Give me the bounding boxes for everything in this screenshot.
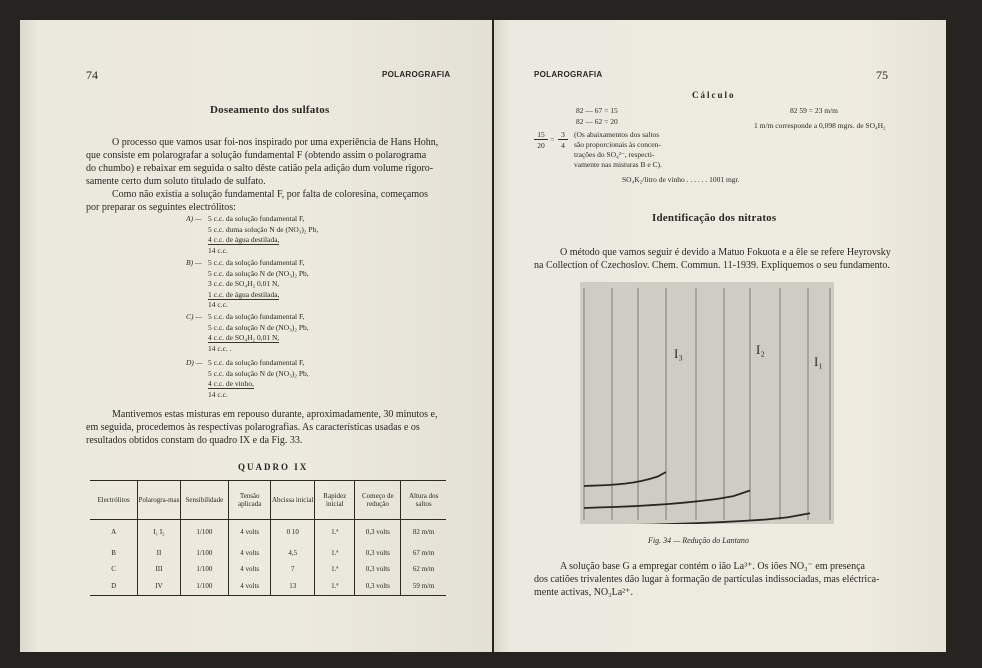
mixture-c — [186, 312, 309, 354]
table-row — [90, 561, 446, 577]
note-line: vamente nas misturas B e C). — [574, 160, 662, 169]
table-header-cell: Electrólitos — [97, 495, 130, 504]
polarogram-svg — [580, 282, 834, 524]
mixture-line: 3 c.c. de SO₄H₂ 0,01 N, — [208, 279, 280, 288]
text-line: na Collection of Czechoslov. Chem. Commun. 11-1939. Expliquemos o seu fundamento. — [534, 260, 890, 271]
result-line: SO₄K₂/litro de vinho . . . . . . 1001 mgr. — [622, 175, 740, 184]
note-line: (Os abaixamentos dos saltos — [574, 130, 660, 139]
text-line: A solução base G a empregar contém o ião La³⁺. Os iões NO₃⁻ em presença — [560, 561, 865, 572]
mixture-total: 14 c.c. — [208, 300, 228, 309]
table-cell: 4 volts — [229, 545, 271, 561]
mixture-label: A) — — [186, 214, 202, 223]
calc-note — [574, 130, 662, 170]
table-header-row — [90, 481, 446, 519]
table-row — [90, 577, 446, 595]
mixture-total: 14 c.c. . — [208, 343, 232, 353]
figure-34-polarogram — [580, 282, 834, 524]
mixture-line: 4 c.c. de vinho, — [208, 379, 254, 388]
fraction-denominator: 20 — [537, 141, 545, 150]
table-cell: 4 volts — [229, 577, 271, 595]
curve-label-i3: I₃ — [674, 346, 683, 361]
right-page — [494, 20, 946, 652]
paragraph-results — [86, 408, 446, 447]
table-cell: B — [111, 549, 116, 557]
equals-sign: = — [550, 135, 555, 144]
table-cell: A — [111, 528, 117, 537]
table-cell: C — [111, 565, 116, 573]
mixture-line: 5 c.c. da solução N de (NO₃)₂ Pb, — [208, 268, 309, 278]
figure-background — [580, 282, 834, 524]
mixture-label: C) — — [186, 312, 203, 321]
calc-line: 82 — 62 = 20 — [576, 117, 618, 126]
text-line: resultados obtidos constam do quadro IX e da Fig. 33. — [86, 435, 303, 446]
figure-caption: Fig. 34 — Redução do Lantano — [648, 536, 749, 545]
table-header-cell: Altura dos saltos — [401, 481, 446, 519]
table-cell: 13 — [271, 577, 315, 595]
table-cell: 4,5 — [271, 545, 315, 561]
mixture-line: 1 c.c. de água destilada, — [208, 289, 280, 299]
table-cell: 1/100 — [180, 519, 229, 545]
table-cell: 1.ª — [315, 519, 355, 545]
section-title-sulfatos: Doseamento dos sulfatos — [210, 104, 330, 116]
calc-title: Cálculo — [692, 90, 736, 100]
left-page — [20, 20, 492, 652]
table-cell: 4 volts — [229, 561, 271, 577]
table-cell: III — [138, 561, 180, 577]
table-header-cell: Rapidez inicial — [315, 481, 355, 519]
mixture-line: 5 c.c. da solução fundamental F, — [208, 358, 305, 367]
mixture-line: 5 c.c. da solução fundamental F, — [208, 214, 305, 223]
text-line: que consiste em polarografar a solução fundamental F (obtendo assim o polarograma — [86, 150, 427, 161]
calc-right-line: 82 59 = 23 m/m — [790, 106, 838, 115]
mixture-a — [186, 214, 318, 256]
mixture-line: 5 c.c. da solução N de (NO₃)₂ Pb, — [208, 322, 309, 332]
mixture-d — [186, 358, 309, 400]
table-cell: 0,3 volts — [355, 561, 401, 577]
text-line: O método que vamos seguir é devido a Matuo Fokuota e a êle se refere Heyrovsky — [560, 247, 891, 258]
fraction-denominator: 4 — [561, 141, 565, 150]
mixture-label: B) — — [186, 258, 202, 267]
table-cell: II — [138, 545, 180, 561]
table-cell: 1/100 — [180, 545, 229, 561]
text-line: mente activas, NO₃La²⁺. — [534, 587, 633, 598]
text-line: por preparar os seguintes electrólitos: — [86, 202, 236, 213]
table-cell: 1/100 — [180, 577, 229, 595]
mixture-label: D) — — [186, 358, 203, 367]
mixture-line: 4 c.c. de água destilada, — [208, 235, 280, 244]
table-cell: 1/100 — [180, 561, 229, 577]
table-row — [90, 519, 446, 545]
mixture-b — [186, 258, 309, 311]
table-cell: 4 volts — [229, 519, 271, 545]
table-header-cell: Tensão aplicada — [229, 481, 271, 519]
mixture-line: 5 c.c. da solução N de (NO₃)₂ Pb, — [208, 368, 309, 378]
note-line: trações do SO₄²⁻, respecti- — [574, 150, 655, 159]
table-cell: D — [111, 582, 117, 590]
text-line: Mantivemos estas misturas em repouso durante, aproximadamente, 30 minutos e, — [112, 409, 438, 420]
mixture-line: 5 c.c. da solução fundamental F, — [208, 312, 305, 321]
table-cell: I₁ I₂ — [138, 519, 180, 545]
quadro-ix-table — [90, 480, 446, 596]
table-cell: 0,3 volts — [355, 577, 401, 595]
table-cell: 67 m/m — [401, 545, 446, 561]
running-head-left: POLAROGRAFIA — [382, 70, 451, 79]
mixture-line: 4 c.c. de SO₄H₂ 0,01 N, — [208, 333, 280, 342]
text-line: O processo que vamos usar foi-nos inspirado por uma experiência de Hans Hohn, — [112, 137, 439, 148]
calc-line: 82 — 67 = 15 — [576, 106, 618, 115]
table-cell: 1.ª — [315, 561, 355, 577]
mixture-line: 5 c.c. da solução fundamental F, — [208, 258, 305, 267]
table-cell: 0,3 volts — [355, 545, 401, 561]
table-title: QUADRO IX — [238, 462, 309, 472]
table-cell: 1.ª — [315, 577, 355, 595]
mixture-line: 5 c.c. duma solução N de (NO₃)₂ Pb, — [208, 224, 319, 234]
running-head-right: POLAROGRAFIA — [534, 70, 603, 79]
table-cell: 0,3 volts — [355, 519, 401, 545]
table-header-cell: Começo de redução — [355, 481, 401, 519]
table-header-cell: Sensibilidade — [180, 481, 229, 519]
text-line: em seguida, procedemos às respectivas polarografias. As características usadas e os — [86, 422, 420, 433]
page-number-left: 74 — [86, 68, 98, 82]
paragraph-method — [534, 246, 892, 272]
table-cell: 7 — [271, 561, 315, 577]
paragraph-solution — [534, 560, 892, 599]
page-number-right: 75 — [876, 68, 888, 82]
curve-label-i1: I₁ — [814, 354, 823, 369]
text-line: Como não existia a solução fundamental F, por falta de coloresina, começamos — [112, 189, 429, 200]
text-line: samente certo dum soluto titulado de sulfato. — [86, 176, 266, 187]
mixture-total: 14 c.c. — [208, 245, 228, 255]
table-cell: 59 m/m — [401, 577, 446, 595]
fraction-numerator: 15 — [534, 130, 548, 140]
paragraph-intro — [86, 136, 446, 214]
note-line: são proporcionais às concen- — [574, 140, 661, 149]
section-title-nitratos: Identificação dos nitratos — [652, 212, 777, 224]
table-header-cell: Abcissa inicial — [271, 481, 315, 519]
fraction-numerator: 3 — [558, 130, 568, 140]
table-row — [90, 545, 446, 561]
table-cell: 1.ª — [315, 545, 355, 561]
mixture-total: 14 c.c. — [208, 389, 228, 399]
calc-right-line: 1 m/m corresponde a 0,098 mgrs. de SO₄H₂ — [754, 121, 886, 130]
text-line: dos catiões trivalentes dão lugar à formação de partículas indissociadas, mas eléctrica- — [534, 574, 880, 585]
table-cell: IV — [138, 577, 180, 595]
table-cell: 0 10 — [271, 519, 315, 545]
table-cell: 82 m/m — [401, 519, 446, 545]
table-header-cell: Polarogra-mas — [138, 481, 180, 519]
text-line: do chumbo) e rebaixar em seguida o salto dêste catião pela adição dum volume rigoro- — [86, 163, 434, 174]
curve-label-i2: I₂ — [756, 342, 765, 357]
table-cell: 62 m/m — [401, 561, 446, 577]
